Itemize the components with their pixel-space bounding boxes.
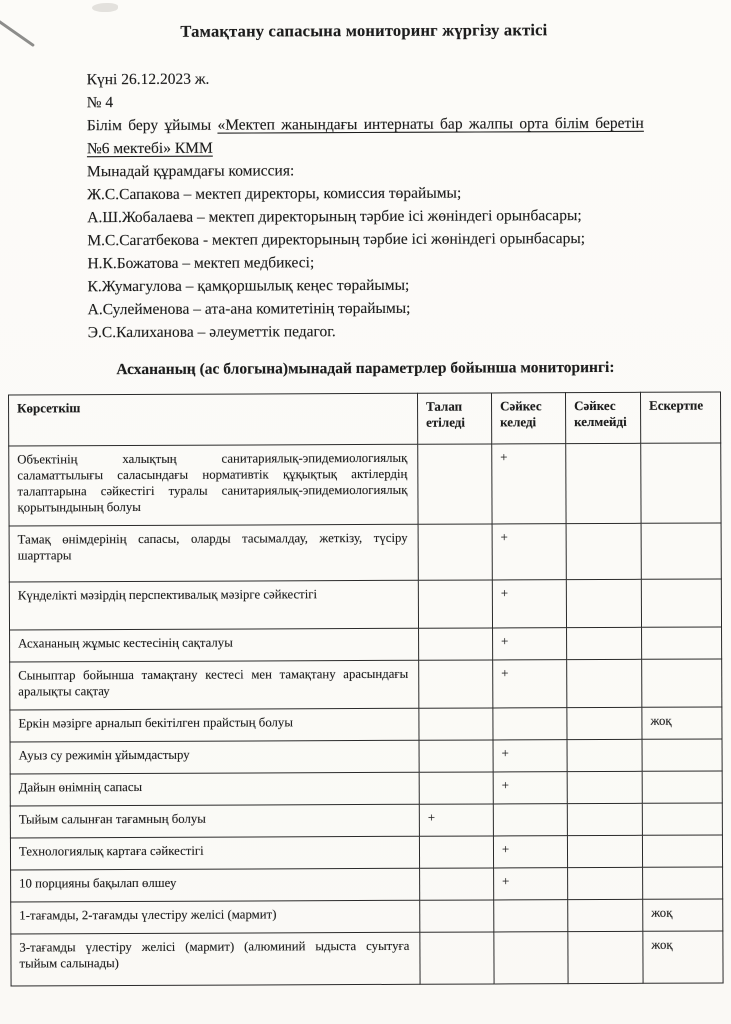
note-cell: жоқ: [642, 707, 722, 739]
required-cell: [418, 524, 492, 580]
indicator-cell: 3-тағамды үлестіру желісі (мармит) (алюминий ыдыста суытуға тыйым салынады): [11, 932, 420, 986]
table-row: [11, 931, 723, 986]
conforms-cell: [493, 804, 567, 836]
commission-member: А.Сулейменова – ата-ана комитетінің төрайымы;: [87, 299, 411, 319]
table-row: [10, 771, 722, 806]
table-row: [11, 899, 723, 934]
not-conforms-cell: [567, 627, 642, 659]
conforms-cell: [493, 708, 567, 740]
table-row: [11, 867, 723, 902]
required-cell: [419, 772, 493, 804]
not-conforms-cell: [568, 931, 643, 983]
commission-member: Э.С.Калиханова – әлеуметтік педагог.: [87, 323, 336, 342]
table-row: [9, 523, 721, 582]
indicator-cell: Еркін мәзірге арналып бекітілген прайстың болуы: [10, 708, 419, 742]
indicator-cell: Сыныптар бойынша тамақтану кестесі мен тамақтану арасындағы аралықты сақтау: [10, 660, 419, 710]
conforms-cell: +: [494, 868, 568, 900]
required-cell: [418, 444, 492, 524]
indicator-cell: Технологиялық картаға сәйкестігі: [10, 836, 419, 870]
indicator-cell: Объектінің халықтың санитариялық-эпидемиологиялық саламаттылығы саласындағы нормативтік құқықтық актілердің талаптарына сәйкестігі туралы санитариялық-эпидемиологиялық қорытындының болуы: [9, 444, 418, 526]
note-cell: [642, 627, 722, 659]
header-not-conforms: Сәйкес келмейді: [565, 392, 640, 443]
table-row: [9, 579, 721, 630]
monitoring-subtitle: Асхананың (ас блогына)мынадай параметрлер бойынша мониторингі:: [116, 358, 615, 379]
conforms-cell: +: [493, 772, 567, 804]
indicator-cell: 10 порцияны бақылап өлшеу: [11, 868, 420, 902]
header-conforms: Сәйкес келеді: [491, 393, 565, 444]
not-conforms-cell: [566, 443, 641, 523]
commission-member: К.Жумагулова – қамқоршылық кеңес төрайымы;: [87, 276, 410, 296]
header-required: Талап етіледі: [417, 393, 491, 444]
not-conforms-cell: [568, 867, 643, 899]
commission-member: Н.К.Божатова – мектеп медбикесі;: [87, 254, 315, 273]
commission-member: А.Ш.Жобалаева – мектеп директорының тәрбие ісі жөніндегі орынбасары;: [87, 207, 582, 227]
indicator-cell: Тыйым салынған тағамның болуы: [10, 804, 419, 838]
required-cell: [419, 836, 493, 868]
date-line: Күні 26.12.2023 ж.: [86, 70, 210, 89]
conforms-cell: +: [493, 836, 567, 868]
note-cell: [641, 579, 721, 627]
conforms-cell: +: [492, 524, 566, 580]
not-conforms-cell: [567, 835, 642, 867]
required-cell: [419, 708, 493, 740]
note-cell: [642, 739, 722, 771]
conforms-cell: +: [493, 740, 567, 772]
indicator-cell: Тамақ өнімдерінің сапасы, оларды тасымалдау, жеткізу, түсіру шарттары: [9, 524, 418, 582]
indicator-cell: Күнделікті мәзірдің перспективалық мәзірге сәйкестігі: [9, 580, 418, 630]
note-cell: [641, 523, 721, 579]
header-indicator: Көрсеткіш: [9, 393, 418, 446]
required-cell: +: [419, 804, 493, 836]
note-cell: [643, 867, 723, 899]
header-note: Ескертпе: [640, 392, 720, 443]
required-cell: [420, 900, 494, 932]
document-title: Тамақтану сапасына мониторинг жүргізу актісі: [180, 20, 548, 41]
commission-member: М.С.Сагатбекова - мектеп директорының тәрбие ісі жөніндегі орынбасары;: [87, 230, 586, 250]
required-cell: [419, 660, 493, 708]
not-conforms-cell: [568, 899, 643, 931]
table-row: [10, 659, 722, 710]
conforms-cell: +: [493, 628, 567, 660]
table-row: [10, 707, 722, 742]
indicator-cell: Дайын өнімнің сапасы: [10, 772, 419, 806]
note-cell: жоқ: [643, 899, 723, 931]
document-header-block: [87, 66, 645, 344]
required-cell: [419, 740, 493, 772]
organization-name: «Мектеп жанындағы интернаты бар жалпы орта білім беретін №6 мектебі» КММ: [86, 114, 644, 158]
note-cell: [641, 443, 721, 523]
act-number-line: № 4: [86, 94, 114, 112]
note-cell: [642, 835, 722, 867]
commission-member: Ж.С.Сапакова – мектеп директоры, комиссия төрайымы;: [87, 184, 462, 204]
table-row: [10, 627, 722, 662]
organization-line: [87, 112, 644, 160]
not-conforms-cell: [567, 771, 642, 803]
required-cell: [420, 868, 494, 900]
note-cell: [642, 803, 722, 835]
required-cell: [419, 628, 493, 660]
conforms-cell: +: [492, 444, 566, 524]
note-cell: жоқ: [643, 931, 723, 983]
monitoring-table: [8, 391, 724, 986]
conforms-cell: +: [492, 580, 566, 628]
organization-prefix: Білім беру ұйымы: [86, 116, 218, 135]
commission-intro: Мынадай құрамдағы комиссия:: [86, 162, 295, 181]
monitoring-table-header: [9, 392, 721, 446]
table-row: [10, 835, 722, 870]
not-conforms-cell: [567, 803, 642, 835]
conforms-cell: [494, 932, 568, 984]
note-cell: [642, 771, 722, 803]
not-conforms-cell: [567, 739, 642, 771]
not-conforms-cell: [566, 523, 641, 579]
monitoring-table-body: [9, 443, 723, 986]
not-conforms-cell: [567, 707, 642, 739]
conforms-cell: +: [493, 660, 567, 708]
table-row: [10, 803, 722, 838]
table-row: [10, 739, 722, 774]
required-cell: [418, 580, 492, 628]
required-cell: [420, 932, 494, 984]
note-cell: [642, 659, 722, 707]
indicator-cell: Ауыз су режимін ұйымдастыру: [10, 740, 419, 774]
indicator-cell: Асхананың жұмыс кестесінің сақталуы: [10, 628, 419, 662]
commission-member-list: [87, 181, 645, 344]
not-conforms-cell: [567, 659, 642, 707]
table-row: [9, 443, 721, 526]
indicator-cell: 1-тағамды, 2-тағамды үлестіру желісі (мармит): [11, 900, 420, 934]
not-conforms-cell: [566, 579, 641, 627]
header-row: [9, 392, 721, 446]
conforms-cell: [494, 900, 568, 932]
